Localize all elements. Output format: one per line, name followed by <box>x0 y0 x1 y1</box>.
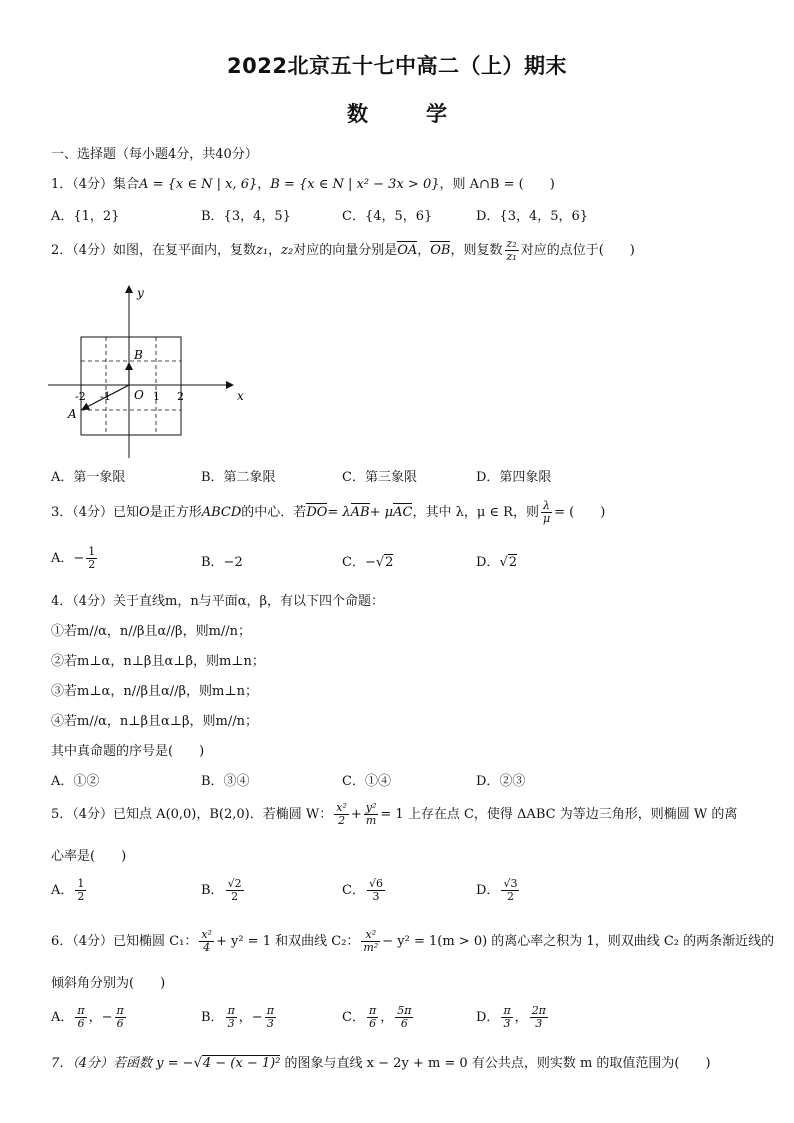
q4-proposition-3: ③若m⊥α，n//β且α//β，则m⊥n； <box>51 684 258 699</box>
q2-frac-num: z₂ <box>506 237 517 250</box>
q6-option-b-num-2: π <box>266 1004 274 1017</box>
q5-option-c <box>342 878 387 903</box>
q3-fraction <box>541 500 552 525</box>
page-title: 2022北京五十七中高二（上）期末 <box>227 54 567 78</box>
q6-option-d-num-2: 2π <box>531 1004 546 1017</box>
q6-option-a-num-2: π <box>116 1004 124 1017</box>
q5-frac-2 <box>364 802 379 827</box>
q5-option-a <box>51 878 88 903</box>
q5-option-c-label: C． <box>342 883 365 898</box>
q6-option-b-frac-1 <box>226 1005 237 1030</box>
q3-frac-den: μ <box>542 512 551 525</box>
q6-option-d-sep: ， <box>514 1010 528 1025</box>
q5-option-b-frac <box>226 878 244 903</box>
point-b-label: B <box>134 348 143 362</box>
q5-option-b-den: 2 <box>231 890 239 903</box>
q5-option-a-frac <box>75 878 86 903</box>
q4-option-d: D．②③ <box>476 774 526 789</box>
q5-text-a: 5．（4分）已知点 A(0,0)，B(2,0)．若椭圆 W： <box>51 807 333 822</box>
q3-eq: = λ <box>327 505 351 520</box>
q6-option-d-den-2: 3 <box>535 1017 543 1030</box>
q1-option-c: C．{4，5，6} <box>342 209 433 224</box>
q6-option-b <box>201 1005 278 1030</box>
q2-vector-oa: OA <box>397 243 418 258</box>
q2-option-d: D．第四象限 <box>476 470 552 485</box>
q5-option-a-label: A． <box>51 883 74 898</box>
q6-option-c-den-2: 6 <box>400 1017 408 1030</box>
q3-option-a-den: 2 <box>88 558 96 571</box>
q3-vector-ac: AC <box>393 505 413 520</box>
axis-x-label: x <box>237 389 244 403</box>
q1-set-b: B = {x ∈ N | x² − 3x > 0} <box>270 177 440 192</box>
q4-option-c: C．①④ <box>342 774 391 789</box>
q5-frac-2-den: m <box>365 814 377 827</box>
q1-set-a: A = {x ∈ N | x, 6} <box>139 177 258 192</box>
q1-sep: ， <box>257 177 271 192</box>
q6-option-c-den-1: 6 <box>369 1017 377 1030</box>
subject-char-2: 学 <box>426 102 447 126</box>
q6-option-d <box>476 1005 550 1030</box>
q3-option-c: C．−√2 <box>342 555 394 570</box>
q5-option-d-frac <box>501 878 519 903</box>
q3-option-c-rad: 2 <box>385 555 394 570</box>
q7-text-b: 的图象与直线 x − 2y + m = 0 有公共点，则实数 m 的取值范围为( ) <box>280 1056 711 1071</box>
q1-option-a: A．{1，2} <box>51 209 120 224</box>
q6-option-d-label: D． <box>476 1010 500 1025</box>
q6-option-b-sep: ，− <box>238 1010 263 1025</box>
question-3 <box>51 500 605 525</box>
tick-1: 1 <box>153 390 160 403</box>
q6-option-a-frac-1 <box>75 1005 86 1030</box>
q6-frac-2 <box>361 929 380 954</box>
q5-plus: + <box>350 807 362 822</box>
q1-option-b: B．{3，4，5} <box>201 209 291 224</box>
q6-option-a <box>51 1005 128 1030</box>
point-a-label: A <box>68 407 77 421</box>
q5-option-c-frac <box>367 878 385 903</box>
q2-option-c: C．第三象限 <box>342 470 417 485</box>
q6-frac-1 <box>199 929 214 954</box>
axis-y-label: y <box>137 286 144 300</box>
q6-option-a-sep: ，− <box>88 1010 113 1025</box>
q6-option-c-frac-1 <box>367 1005 378 1030</box>
q3-option-d-rad: 2 <box>508 555 518 570</box>
q7-text-a: 7．（4分）若函数 y = − <box>51 1056 194 1071</box>
q4-proposition-1: ①若m//α，n//β且α//β，则m//n； <box>51 624 252 639</box>
q6-text-d: 倾斜角分别为( ) <box>51 976 166 991</box>
q6-option-b-den-2: 3 <box>266 1017 274 1030</box>
q6-text-a: 6．（4分）已知椭圆 C₁： <box>51 934 198 949</box>
q6-option-c-num-2: 5π <box>397 1004 412 1017</box>
q5-option-b <box>201 878 246 903</box>
q3-option-a-frac <box>86 546 97 571</box>
dashed-grid <box>81 337 181 435</box>
q2-text-e: 对应的点位于( ) <box>520 243 635 258</box>
q5-frac-2-num: y² <box>365 801 377 814</box>
q6-option-d-frac-1 <box>501 1005 512 1030</box>
q3-option-a <box>51 546 99 571</box>
q2-fraction <box>505 238 519 263</box>
origin-label: O <box>134 388 144 402</box>
q5-frac-1 <box>334 802 349 827</box>
q4-option-a: A．①② <box>51 774 100 789</box>
outer-square <box>81 337 181 435</box>
q2-frac-den: z₁ <box>506 250 517 263</box>
q3-text-e: = ( ) <box>554 505 606 520</box>
q5-option-c-den: 3 <box>372 890 380 903</box>
q6-option-d-den-1: 3 <box>503 1017 511 1030</box>
q6-option-c <box>342 1005 415 1030</box>
q5-option-d-num: √3 <box>503 877 518 890</box>
q6-option-b-num-1: π <box>227 1004 235 1017</box>
q1-option-d: D．{3，4，5，6} <box>476 209 589 224</box>
q5-option-a-den: 2 <box>77 890 85 903</box>
q3-option-d-label: D． <box>476 555 500 570</box>
q6-option-c-num-1: π <box>368 1004 377 1017</box>
q6-option-d-frac-2 <box>530 1005 548 1030</box>
tick-2: 2 <box>177 390 184 403</box>
q6-option-a-num-1: π <box>77 1004 85 1017</box>
section-heading: 一、选择题（每小题4分，共40分） <box>51 147 258 162</box>
q5-option-d-den: 2 <box>506 890 514 903</box>
q3-option-d: D．√2 <box>476 555 518 570</box>
q3-option-a-label: A．− <box>51 551 85 566</box>
q4-option-b: B．③④ <box>201 774 250 789</box>
q1-ask: ，则 A∩B = ( ) <box>439 177 555 192</box>
q6-option-a-den-1: 6 <box>77 1017 85 1030</box>
q2-option-b: B．第二象限 <box>201 470 276 485</box>
q3-option-b: B．−2 <box>201 555 243 570</box>
q2-text-d: ，则复数 <box>450 243 503 258</box>
q6-option-b-frac-2 <box>265 1005 276 1030</box>
q2-z1: z₁ <box>256 243 269 258</box>
q5-option-b-num: √2 <box>227 877 242 890</box>
q2-comma: ， <box>417 243 431 258</box>
q3-text-a: 3．（4分）已知 <box>51 505 140 520</box>
q3-plus: + μ <box>369 505 394 520</box>
q4-proposition-2: ②若m⊥α，n⊥β且α⊥β，则m⊥n； <box>51 654 265 669</box>
q5-text-c: 心率是( ) <box>51 849 127 864</box>
q6-option-a-frac-2 <box>115 1005 126 1030</box>
q6-frac-1-num: x² <box>201 928 212 941</box>
complex-plane-diagram <box>48 282 248 458</box>
q6-option-c-label: C． <box>342 1010 365 1025</box>
q6-option-a-label: A． <box>51 1010 74 1025</box>
q5-option-d-label: D． <box>476 883 500 898</box>
q5-frac-1-den: 2 <box>338 814 346 827</box>
subject-title <box>0 98 794 128</box>
q3-option-a-num: 1 <box>88 545 96 558</box>
q3-frac-num: λ <box>541 500 552 513</box>
question-5 <box>51 802 737 827</box>
question-7: 7．（4分）若函数 y = −√4 − (x − 1)² 的图象与直线 x − 2y + m = 0 有公共点，则实数 m 的取值范围为( ) <box>51 1056 711 1071</box>
q3-option-c-label: C．− <box>342 555 376 570</box>
q4-ask: 其中真命题的序号是( ) <box>51 744 205 759</box>
q3-vector-ab: AB <box>350 505 370 520</box>
q5-option-a-num: 1 <box>77 877 85 890</box>
q3-text-b: 是正方形 <box>149 505 202 520</box>
q6-option-b-label: B． <box>201 1010 224 1025</box>
q6-option-b-den-1: 3 <box>227 1017 235 1030</box>
q5-option-d <box>476 878 521 903</box>
tick-neg2: -2 <box>75 390 86 403</box>
q6-option-a-den-2: 6 <box>116 1017 124 1030</box>
question-1 <box>51 173 555 192</box>
question-4: 4．（4分）关于直线m，n与平面α，β，有以下四个命题： <box>51 594 385 609</box>
q3-text-d: ，其中 λ，μ ∈ R，则 <box>412 505 539 520</box>
q6-frac-2-den: m² <box>363 941 379 954</box>
q7-radicand: 4 − (x − 1)² <box>202 1056 281 1071</box>
tick-neg1: -1 <box>100 390 111 403</box>
q3-o: O <box>139 505 150 520</box>
q5-text-b: = 1 上存在点 C，使得 ΔABC 为等边三角形，则椭圆 W 的离 <box>380 807 738 822</box>
q3-abcd: ABCD <box>201 505 242 520</box>
subject-char-1: 数 <box>347 102 368 126</box>
q2-text-a: 2．（4分）如图，在复平面内，复数 <box>51 243 257 258</box>
q6-option-c-frac-2 <box>395 1005 413 1030</box>
question-2 <box>51 238 635 263</box>
q1-prefix: 1．（4分）集合 <box>51 177 140 192</box>
q6-text-b: + y² = 1 和双曲线 C₂： <box>215 934 360 949</box>
q5-option-b-label: B． <box>201 883 224 898</box>
q6-frac-1-den: 4 <box>203 941 211 954</box>
q4-proposition-4: ④若m//α，n⊥β且α⊥β，则m//n； <box>51 714 258 729</box>
question-6 <box>51 929 774 954</box>
q2-text-b: ， <box>268 243 282 258</box>
q3-text-c: 的中心．若 <box>241 505 307 520</box>
q6-option-d-num-1: π <box>503 1004 511 1017</box>
q5-option-c-num: √6 <box>368 877 383 890</box>
q6-option-c-sep: ， <box>380 1010 394 1025</box>
q3-vector-do: DO <box>306 505 328 520</box>
q2-z2: z₂ <box>281 243 294 258</box>
q6-frac-2-num: x² <box>361 929 380 942</box>
q5-frac-1-num: x² <box>336 801 347 814</box>
q6-text-c: − y² = 1(m > 0) 的离心率之积为 1，则双曲线 C₂ 的两条渐近线的 <box>382 934 775 949</box>
q2-text-c: 对应的向量分别是 <box>293 243 398 258</box>
q2-option-a: A．第一象限 <box>51 470 126 485</box>
q2-vector-ob: OB <box>430 243 451 258</box>
